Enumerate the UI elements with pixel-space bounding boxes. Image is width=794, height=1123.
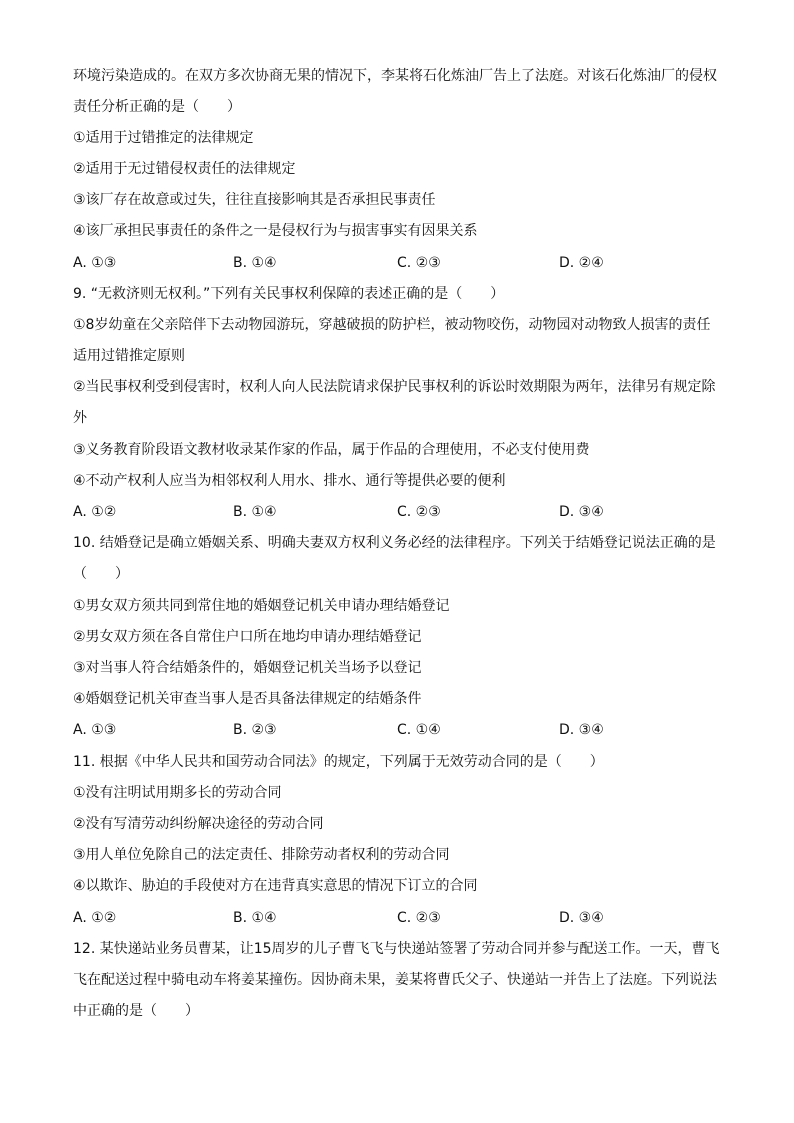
q10-options xyxy=(73,721,723,739)
q10-option-d[interactable]: D. ③④ xyxy=(559,722,604,738)
q8-item-1: ①适用于过错推定的法律规定 xyxy=(73,130,254,146)
q8-option-a[interactable]: A. ①③ xyxy=(73,255,117,271)
q10-option-b[interactable]: B. ②③ xyxy=(233,722,277,738)
q9-item-2-line-1: ②当民事权利受到侵害时，权利人向人民法院请求保护民事权利的诉讼时效期限为两年，法律另有规定除 xyxy=(73,379,716,395)
q9-stem: 9. “无救济则无权利。”下列有关民事权利保障的表述正确的是（ ） xyxy=(73,286,505,302)
q8-option-d[interactable]: D. ②④ xyxy=(559,255,604,271)
q11-option-c[interactable]: C. ②③ xyxy=(397,910,441,926)
q9-item-4: ④不动产权利人应当为相邻权利人用水、排水、通行等提供必要的便利 xyxy=(73,473,506,489)
q11-item-1: ①没有注明试用期多长的劳动合同 xyxy=(73,785,282,801)
q8-option-c[interactable]: C. ②③ xyxy=(397,255,441,271)
q10-option-a[interactable]: A. ①③ xyxy=(73,722,117,738)
q8-stem-line-1: 环境污染造成的。在双方多次协商无果的情况下，李某将石化炼油厂告上了法庭。对该石化炼油厂的侵权 xyxy=(73,68,717,84)
q10-stem-line-1: 10. 结婚登记是确立婚姻关系、明确夫妻双方权利义务必经的法律程序。下列关于结婚登记说法正确的是 xyxy=(73,535,716,551)
q8-stem-line-2: 责任分析正确的是（ ） xyxy=(73,99,241,115)
q11-stem: 11. 根据《中华人民共和国劳动合同法》的规定，下列属于无效劳动合同的是（ ） xyxy=(73,754,604,770)
q9-item-2-line-2: 外 xyxy=(73,410,87,426)
q8-option-b[interactable]: B. ①④ xyxy=(233,255,277,271)
q8-item-4: ④该厂承担民事责任的条件之一是侵权行为与损害事实有因果关系 xyxy=(73,223,478,239)
q8-item-3: ③该厂存在故意或过失，往往直接影响其是否承担民事责任 xyxy=(73,192,436,208)
q8-item-2: ②适用于无过错侵权责任的法律规定 xyxy=(73,161,296,177)
q9-item-3: ③义务教育阶段语文教材收录某作家的作品，属于作品的合理使用，不必支付使用费 xyxy=(73,442,590,458)
q11-option-d[interactable]: D. ③④ xyxy=(559,910,604,926)
q10-item-3: ③对当事人符合结婚条件的，婚姻登记机关当场予以登记 xyxy=(73,660,422,676)
q9-option-c[interactable]: C. ②③ xyxy=(397,504,441,520)
q10-option-c[interactable]: C. ①④ xyxy=(397,722,441,738)
q10-item-2: ②男女双方须在各自常住户口所在地均申请办理结婚登记 xyxy=(73,629,422,645)
q9-item-1-line-1: ①8岁幼童在父亲陪伴下去动物园游玩，穿越破损的防护栏，被动物咬伤，动物园对动物致人损害的责任 xyxy=(73,317,711,333)
q11-item-3: ③用人单位免除自己的法定责任、排除劳动者权利的劳动合同 xyxy=(73,847,450,863)
q8-options xyxy=(73,254,723,272)
q9-option-b[interactable]: B. ①④ xyxy=(233,504,277,520)
q11-item-4: ④以欺诈、胁迫的手段使对方在违背真实意思的情况下订立的合同 xyxy=(73,878,478,894)
q12-stem-line-1: 12. 某快递站业务员曹某，让15周岁的儿子曹飞飞与快递站签署了劳动合同并参与配送工作。一天，曹飞 xyxy=(73,941,720,957)
q10-item-4: ④婚姻登记机关审查当事人是否具备法律规定的结婚条件 xyxy=(73,691,422,707)
q9-option-a[interactable]: A. ①② xyxy=(73,504,117,520)
q9-option-d[interactable]: D. ③④ xyxy=(559,504,604,520)
q11-option-a[interactable]: A. ①② xyxy=(73,910,117,926)
q10-item-1: ①男女双方须共同到常住地的婚姻登记机关申请办理结婚登记 xyxy=(73,598,450,614)
q11-item-2: ②没有写清劳动纠纷解决途径的劳动合同 xyxy=(73,816,324,832)
q11-option-b[interactable]: B. ①④ xyxy=(233,910,277,926)
q10-stem-line-2: （ ） xyxy=(73,566,129,582)
q12-stem-line-3: 中正确的是（ ） xyxy=(73,1003,199,1019)
q12-stem-line-2: 飞在配送过程中骑电动车将姜某撞伤。因协商未果，姜某将曹氏父子、快递站一并告上了法庭。下列说法 xyxy=(73,972,717,988)
q9-item-1-line-2: 适用过错推定原则 xyxy=(73,348,185,364)
q9-options xyxy=(73,503,723,521)
q11-options xyxy=(73,909,723,927)
